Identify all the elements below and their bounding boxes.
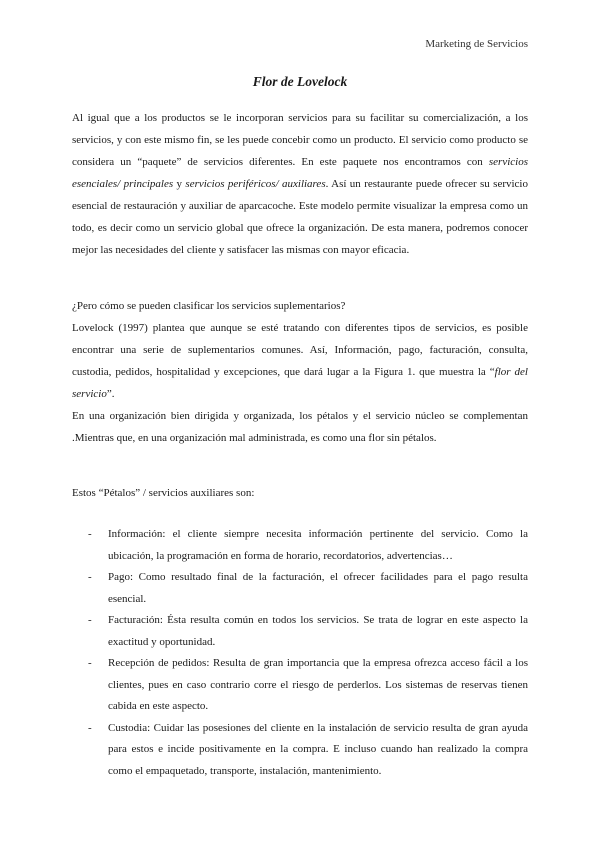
lovelock-paragraph: Lovelock (1997) plantea que aunque se esté tratando con diferentes tipos de servicios, es posible encontrar una serie de suplementarios comunes. Así, Información, pago, facturación, consulta, custodia, pedidos, hospitalidad y excepciones, que dará lugar a la Figura 1. que muestra la “flor del servicio”. (72, 322, 528, 400)
list-item: - Facturación: Ésta resulta común en todos los servicios. Se trata de lograr en este aspecto la exactitud y oportunidad. (72, 610, 528, 653)
bullet-dash: - (88, 721, 92, 734)
bullet-dash: - (88, 571, 92, 583)
petals-list (72, 524, 528, 782)
bullet-dash: - (88, 657, 92, 669)
bullet-dash: - (88, 614, 92, 626)
petals-intro: Estos “Pétalos” / servicios auxiliares son: (72, 487, 255, 499)
list-item: - Recepción de pedidos: Resulta de gran importancia que la empresa ofrezca acceso fácil a los clientes, pues en caso contrario corre el riesgo de perderlos. Los sistemas de reservas tienen cabida en este aspecto. (72, 653, 528, 718)
question-paragraph: ¿Pero cómo se pueden clasificar los servicios suplementarios? (72, 300, 346, 312)
intro-paragraph: Al igual que a los productos se le incorporan servicios para su facilitar su comercialización, a los servicios, y con este mismo fin, se les puede concebir como un producto. El servicio como producto se considera un “paquete” de servicios diferentes. En este paquete nos encontramos con servicios esenciales/ principales y servicios periféricos/ auxiliares. Así un restaurante puede ofrecer su servicio esencial de restauración y auxiliar de aparcacoche. Este modelo permite visualizar la empresa como un todo, es decir como un servicio global que ofrece la organización. De esta manera, podremos conocer mejor las necesidades del cliente y satisfacer las mismas con mayor eficacia. (72, 112, 528, 256)
running-header: Marketing de Servicios (425, 38, 528, 50)
list-item: - Información: el cliente siempre necesita información pertinente del servicio. Como la ubicación, la programación en forma de horario, recordatorios, advertencias… (72, 524, 528, 567)
bullet-dash: - (88, 528, 92, 540)
classification-section (72, 295, 528, 449)
organization-paragraph: En una organización bien dirigida y organizada, los pétalos y el servicio núcleo se complementan .Mientras que, en una organización mal administrada, es como una flor sin pétalos. (72, 410, 528, 444)
page-title: Flor de Lovelock (252, 74, 348, 89)
list-item: - Custodia: Cuidar las posesiones del cliente en la instalación de servicio resulta de gran ayuda para estos e incide positivamente en la compra. E incluso cuando han realizado la compra como el empaquetado, transporte, instalación, mantenimiento. (72, 718, 528, 783)
list-item: - Pago: Como resultado final de la facturación, el ofrecer facilidades para el pago resulta esencial. (72, 567, 528, 610)
